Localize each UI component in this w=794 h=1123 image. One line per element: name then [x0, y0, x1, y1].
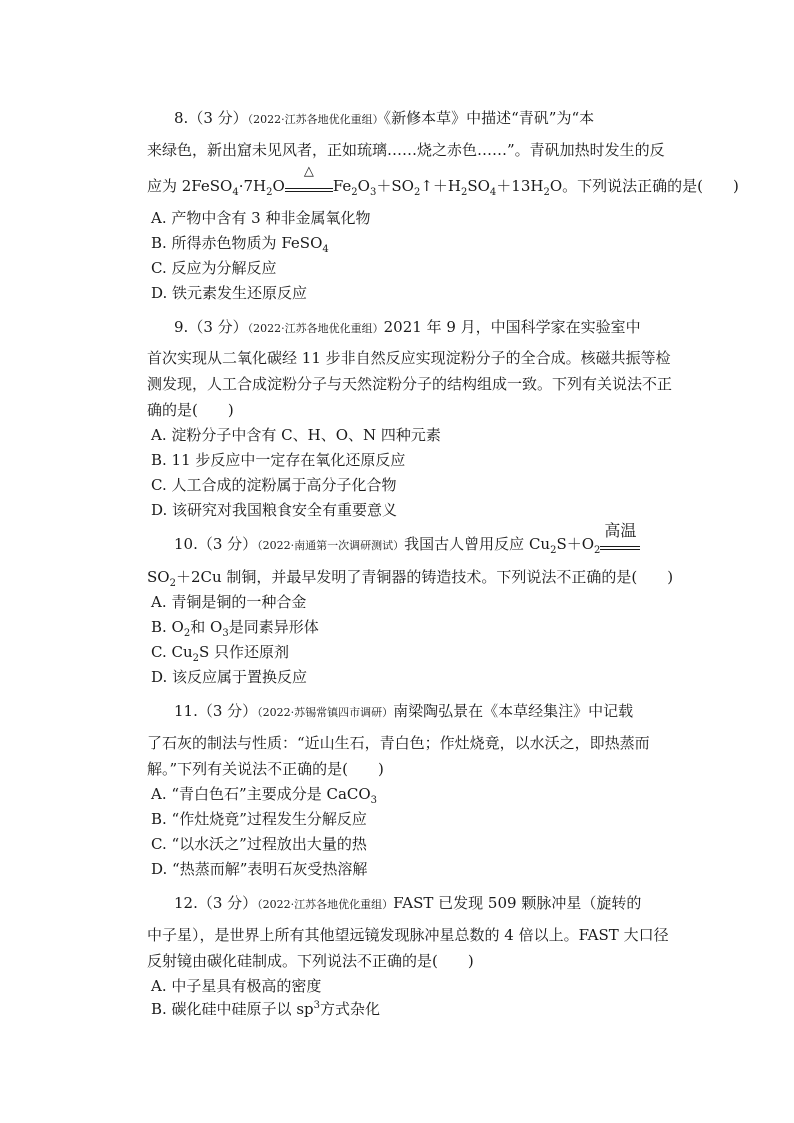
- option-text: A. “青白色石”主要成分是 CaCO: [151, 785, 371, 803]
- question-9-line-4: 确的是( ): [147, 401, 234, 419]
- equation-text: ↑＋H: [420, 177, 461, 195]
- option-c[interactable]: C. 反应为分解反应: [151, 259, 277, 277]
- question-number: 11.: [174, 702, 198, 720]
- source-tag: （2022·江苏各地优化重组）: [257, 898, 394, 911]
- superscript: 3: [313, 1000, 321, 1011]
- source-tag: （2022·苏锡常镇四市调研）: [257, 706, 394, 719]
- option-a[interactable]: A. 产物中含有 3 种非金属氧化物: [151, 209, 371, 227]
- question-12-line-2: 中子星），是世界上所有其他望远镜发现脉冲星总数的 4 倍以上。FAST 大口径: [147, 926, 669, 944]
- equation-text: S＋O: [556, 535, 595, 553]
- question-12-line-3: 反射镜由碳化硅制成。下列说法不正确的是( ): [147, 952, 474, 970]
- high-temperature-label: 高温: [604, 521, 637, 540]
- question-8-line-1: [174, 107, 594, 128]
- option-text: S 只作还原剂: [199, 643, 290, 661]
- option-b[interactable]: [151, 998, 380, 1019]
- option-d[interactable]: D. 该研究对我国粮食安全有重要意义: [151, 501, 398, 519]
- source-tag: （2022·江苏各地优化重组）: [247, 322, 384, 335]
- option-a[interactable]: A. 淀粉分子中含有 C、H、O、N 四种元素: [151, 426, 441, 444]
- equation-text: Fe: [332, 177, 352, 195]
- subscript: 4: [322, 244, 329, 255]
- option-b[interactable]: B. $O_2$和 $O_3$是同素异形体: [151, 618, 319, 639]
- question-12-line-1: [174, 892, 641, 913]
- subscript: 3: [370, 795, 378, 806]
- stem-text: 我国古人曾用反应 Cu: [404, 535, 551, 553]
- option-a[interactable]: A. 青铜是铜的一种合金: [151, 593, 307, 611]
- option-d[interactable]: D. 铁元素发生还原反应: [151, 284, 308, 302]
- equation-text: ＋SO: [376, 177, 414, 195]
- option-c[interactable]: C. 人工合成的淀粉属于高分子化合物: [151, 476, 397, 494]
- option-a[interactable]: A. 中子星具有极高的密度: [151, 977, 322, 995]
- equation-text: ·7H: [238, 177, 267, 195]
- question-9-line-1: [174, 316, 641, 337]
- option-text: B. 所得赤色物质为 FeSO: [151, 234, 323, 252]
- option-text: 是同素异形体: [228, 618, 319, 636]
- option-d[interactable]: D. “热蒸而解”表明石灰受热溶解: [151, 860, 368, 878]
- stem-text: 《新修本草》中描述“青矾”为“本: [383, 109, 595, 127]
- option-text: C. Cu: [151, 643, 193, 661]
- option-a[interactable]: [151, 783, 377, 806]
- stem-text: 2021 年 9 月，中国科学家在实验室中: [383, 318, 641, 336]
- option-c[interactable]: C. $Cu_2S$ 只作还原剂: [151, 643, 290, 664]
- score: （3 分）: [188, 318, 248, 336]
- option-b[interactable]: B. “作灶烧竟”过程发生分解反应: [151, 810, 367, 828]
- equation-text: O。下列说法正确的是( ): [549, 177, 739, 195]
- question-number: 10.: [174, 535, 198, 553]
- question-number: 12.: [174, 894, 198, 912]
- option-text: B. O: [151, 618, 184, 636]
- option-b[interactable]: [151, 232, 329, 255]
- equation-text: O: [357, 177, 370, 195]
- heat-symbol: △: [303, 164, 314, 179]
- option-text: 方式杂化: [320, 1000, 381, 1018]
- option-c[interactable]: C. “以水沃之”过程放出大量的热: [151, 835, 367, 853]
- score: （3 分）: [197, 894, 258, 912]
- question-8-line-2: 来绿色，新出窟未见风者，正如琉璃……烧之赤色……”。青矾加热时发生的反: [147, 141, 665, 159]
- option-text: 和 O: [190, 618, 223, 636]
- reaction-condition: [600, 521, 640, 552]
- equation-text: ＋13H: [496, 177, 544, 195]
- question-9-line-2: 首次实现从二氧化碳经 11 步非自然反应实现淀粉分子的全合成。核磁共振等检: [147, 349, 671, 367]
- equation-text: 应为 2FeSO: [147, 177, 233, 195]
- equation-text: SO: [467, 177, 490, 195]
- question-10-line-1: 10.（3 分）（2022·南通第一次调研测试）我国古人曾用反应 $Cu_2S+O_2$ 高温: [174, 533, 640, 556]
- question-9-line-3: 测发现，人工合成淀粉分子与天然淀粉分子的结构组成一致。下列有关说法不正: [147, 375, 673, 393]
- option-b[interactable]: B. 11 步反应中一定存在氧化还原反应: [151, 451, 406, 469]
- question-11-line-2: 了石灰的制法与性质：“近山生石，青白色；作灶烧竟，以水沃之，即热蒸而: [147, 734, 650, 752]
- question-10-line-2: $SO_2+2Cu$ 制铜，并最早发明了青铜器的铸造技术。下列说法不正确的是( ): [147, 568, 674, 589]
- stem-text: 南梁陶弘景在《本草经集注》中记载: [393, 702, 634, 720]
- question-number: 9.: [174, 318, 189, 336]
- question-11-line-1: [174, 700, 633, 721]
- stem-text: ＋2Cu 制铜，并最早发明了青铜器的铸造技术。下列说法不正确的是( ): [175, 568, 674, 586]
- stem-text: FAST 已发现 509 颗脉冲星（旋转的: [393, 894, 642, 912]
- equation-text: SO: [147, 568, 170, 586]
- question-number: 8.: [174, 109, 189, 127]
- score: （3 分）: [188, 109, 248, 127]
- option-d[interactable]: D. 该反应属于置换反应: [151, 668, 308, 686]
- reaction-condition: [285, 164, 333, 194]
- equation-text: O: [272, 177, 285, 195]
- question-8-equation-line: 应为 $2FeSO_4\cdot 7H_2O$ △ $Fe_2O_3+SO_2↑+H_2SO_4+13H_2O$。下列说法正确的是( ): [147, 164, 739, 198]
- score: （3 分）: [197, 702, 258, 720]
- source-tag: （2022·江苏各地优化重组）: [247, 113, 384, 126]
- option-text: B. 碳化硅中硅原子以 sp: [151, 1000, 314, 1018]
- source-tag: （2022·南通第一次调研测试）: [257, 539, 405, 552]
- question-11-line-3: 解。”下列有关说法不正确的是( ): [147, 760, 384, 778]
- score: （3 分）: [197, 535, 258, 553]
